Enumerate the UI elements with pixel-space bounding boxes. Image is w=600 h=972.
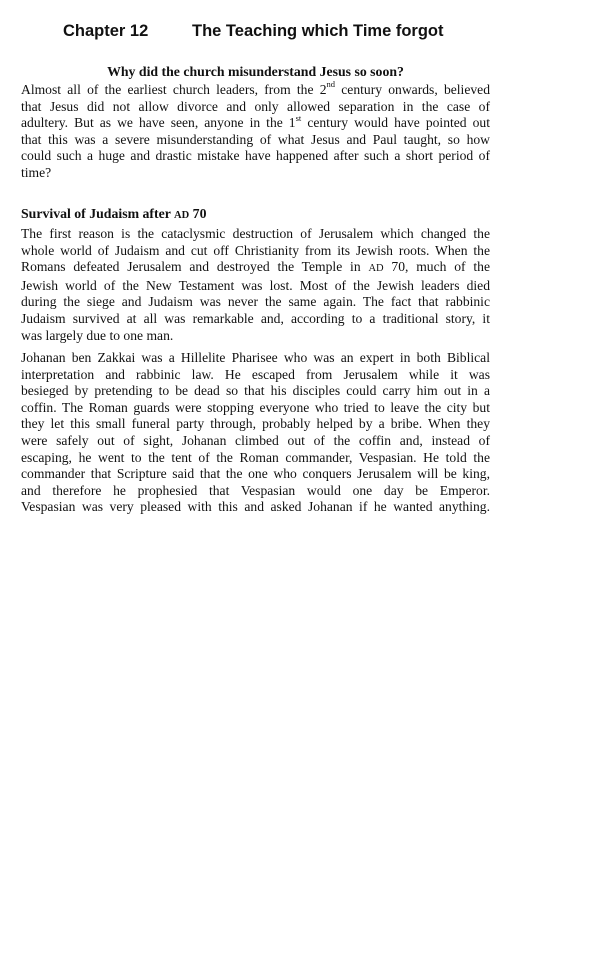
text-line: interpretation and rabbinic law. He escaped from Jerusalem while it was (21, 366, 490, 382)
text-line: besieged by pretending to be dead so that his disciples could carry him out in a (21, 383, 490, 399)
text-line: escaping, he went to the tent of the Roman commander, Vespasian. He told the (21, 449, 490, 465)
chapter-title: The Teaching which Time forgot (192, 22, 444, 40)
text-line: they let this small funeral party through, probably helped by a bribe. When they (21, 416, 490, 432)
intro-paragraph (21, 79, 490, 182)
ordinal-suffix: nd (326, 79, 336, 90)
text-line: that this was a severe misunderstanding of what Jesus and Paul taught, so how (21, 131, 490, 147)
text-line: adultery. But as we have seen, anyone in the 1st century would have pointed out (21, 112, 490, 131)
text-line: time? (21, 164, 52, 180)
text-line: Vespasian was very pleased with this and asked Johanan if he wanted anything. (21, 499, 490, 515)
text-line: was largely due to one man. (21, 327, 174, 343)
text-line: The first reason is the cataclysmic destruction of Jerusalem which changed the (21, 226, 490, 241)
text-line: that Jesus did not allow divorce and only allowed separation in the case of (21, 98, 490, 114)
era-abbreviation: AD (174, 210, 190, 221)
text-line: commander that Scripture said that the one who conquers Jerusalem will be king, (21, 466, 490, 482)
text-line: Romans defeated Jerusalem and destroyed the Temple in AD 70, much of the (21, 259, 490, 275)
chapter-header (63, 22, 483, 41)
chapter-number: Chapter 12 (63, 22, 149, 40)
text-line: whole world of Judaism and cut off Christianity from its Jewish roots. When the (21, 242, 490, 258)
body-paragraph-3 (21, 350, 490, 516)
text-line: and therefore he prophesied that Vespasian would one day be Emperor. (21, 482, 490, 498)
text-line: Almost all of the earliest church leaders, from the 2nd century onwards, believed (21, 79, 490, 97)
era-abbreviation: AD (368, 263, 384, 275)
question-heading: Why did the church misunderstand Jesus so soon? (107, 64, 404, 79)
text-line: Jewish world of the New Testament was lost. Most of the Jewish leaders died (21, 277, 490, 293)
text-line: coffin. The Roman guards were stopping everyone who tried to leave the city but (21, 399, 490, 415)
section-heading: Survival of Judaism after AD 70 (21, 206, 207, 221)
text-line: Judaism survived at all was remarkable and, according to a traditional story, it (21, 310, 490, 326)
text-line: were safely out of sight, Johanan climbed out of the coffin and, instead of (21, 432, 490, 448)
text-line: could such a huge and drastic mistake have happened after such a short period of (21, 148, 490, 164)
text-line: during the siege and Judaism was never the same again. The fact that rabbinic (21, 294, 490, 310)
ordinal-suffix: st (295, 112, 302, 123)
body-paragraph-2 (21, 226, 490, 344)
text-line: Johanan ben Zakkai was a Hillelite Pharisee who was an expert in both Biblical (21, 350, 490, 365)
